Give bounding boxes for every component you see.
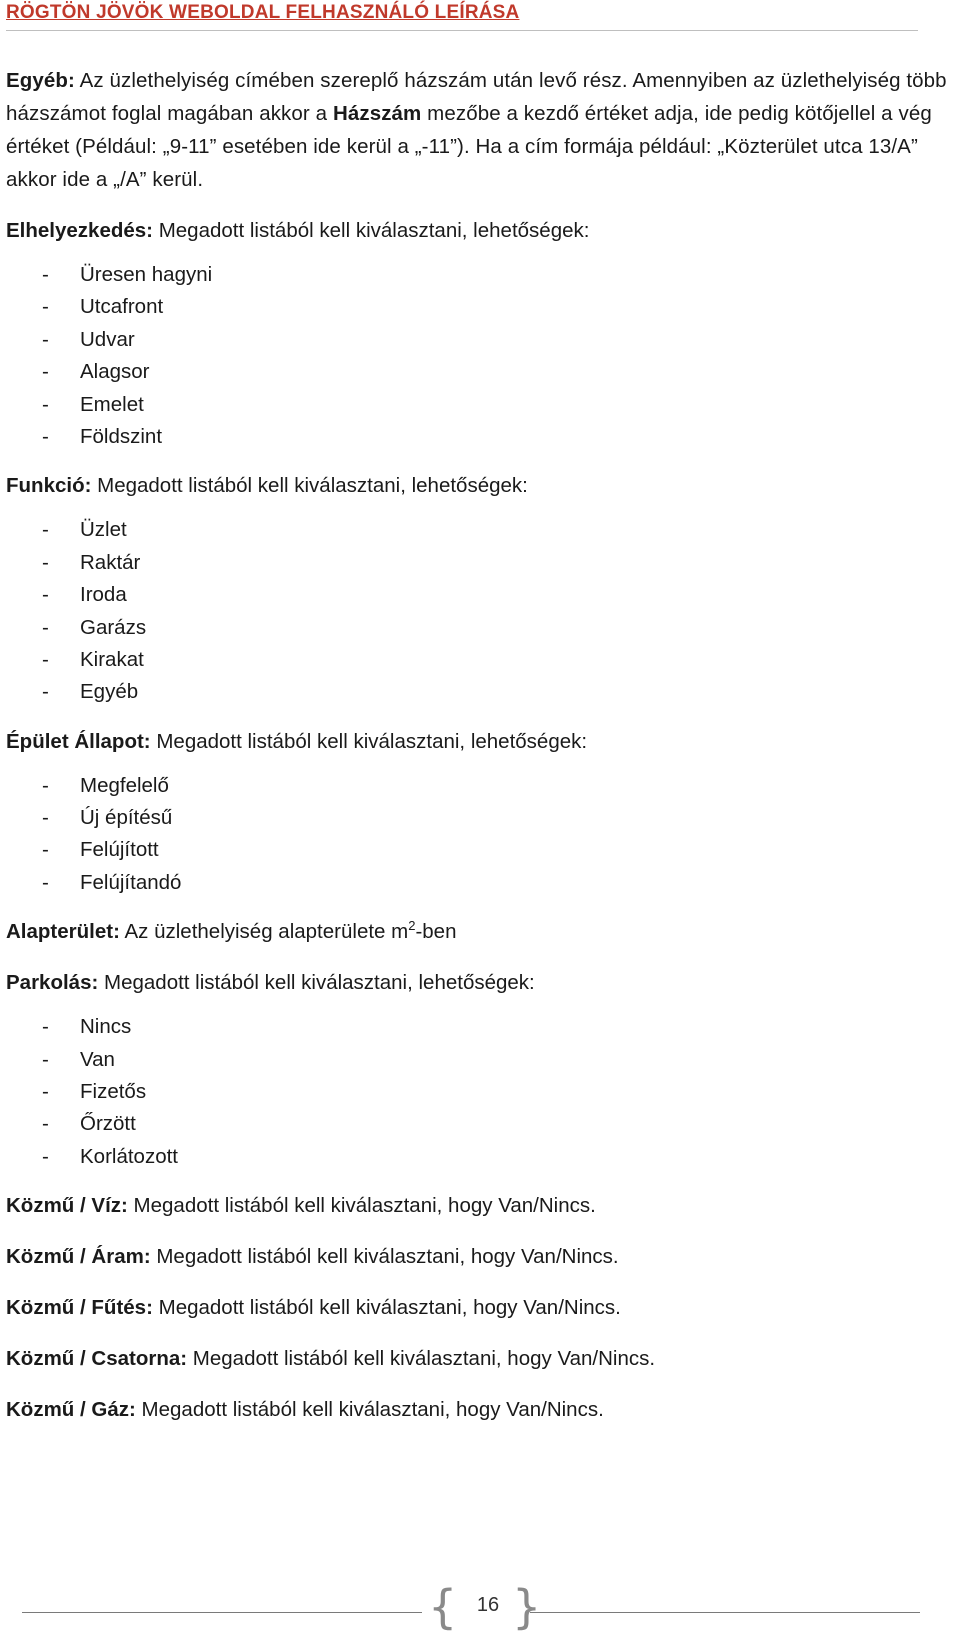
dash-bullet: - xyxy=(42,550,49,574)
page-header xyxy=(6,0,918,31)
funkcio-text: Megadott listából kell kiválasztani, lehetőségek: xyxy=(91,474,528,498)
egyeb-bold-term: Házszám xyxy=(332,102,422,125)
dash-bullet: - xyxy=(42,1080,49,1104)
footer-rule-right xyxy=(530,1612,920,1613)
list-item xyxy=(6,389,954,421)
dash-bullet: - xyxy=(42,1112,49,1136)
kozmu-gaz-field xyxy=(6,1393,954,1426)
kozmu-csatorna-label: Közmű / Csatorna: xyxy=(6,1347,188,1371)
list-item-text: Üzlet xyxy=(80,518,127,542)
kozmu-viz-text: Megadott listából kell kiválasztani, hogy Van/Nincs. xyxy=(127,1194,596,1218)
list-item-text: Felújítandó xyxy=(80,870,182,894)
kozmu-gaz-label: Közmű / Gáz: xyxy=(6,1398,136,1422)
list-item xyxy=(6,802,954,834)
list-item xyxy=(6,259,954,291)
dash-bullet: - xyxy=(42,1144,49,1168)
list-item-text: Garázs xyxy=(80,615,147,639)
epulet-allapot-list xyxy=(6,770,954,900)
elhelyezkedes-heading xyxy=(6,214,954,247)
footer-brace-right: } xyxy=(512,1580,542,1634)
parkolas-list xyxy=(6,1011,954,1173)
list-item xyxy=(6,324,954,356)
header-title: RÖGTÖN JÖVÖK WEBOLDAL FELHASZNÁLÓ LEÍRÁSA xyxy=(6,2,520,23)
list-item xyxy=(6,770,954,802)
kozmu-viz-label: Közmű / Víz: xyxy=(6,1194,128,1218)
list-item-text: Korlátozott xyxy=(80,1144,178,1168)
elhelyezkedes-text: Megadott listából kell kiválasztani, lehetőségek: xyxy=(153,219,590,242)
dash-bullet: - xyxy=(42,327,49,351)
list-item-text: Van xyxy=(80,1047,115,1071)
list-item-text: Emelet xyxy=(80,392,144,416)
kozmu-csatorna-field xyxy=(6,1342,954,1375)
kozmu-viz-field xyxy=(6,1189,954,1222)
list-item xyxy=(6,1011,954,1043)
list-item xyxy=(6,1076,954,1108)
funkcio-label: Funkció: xyxy=(6,474,92,498)
document-body xyxy=(6,64,954,1444)
kozmu-aram-field xyxy=(6,1240,954,1273)
funkcio-heading xyxy=(6,469,954,502)
alapterulet-text: Az üzlethelyiség alapterülete m xyxy=(119,920,409,944)
list-item xyxy=(6,1141,954,1173)
list-item-text: Őrzött xyxy=(80,1112,136,1136)
dash-bullet: - xyxy=(42,870,49,894)
list-item xyxy=(6,514,954,546)
list-item xyxy=(6,356,954,388)
list-item-text: Alagsor xyxy=(80,360,150,384)
list-item xyxy=(6,612,954,644)
kozmu-futes-text: Megadott listából kell kiválasztani, hogy Van/Nincs. xyxy=(152,1296,621,1320)
page-number: 16 xyxy=(476,1594,500,1616)
dash-bullet: - xyxy=(42,518,49,542)
kozmu-csatorna-text: Megadott listából kell kiválasztani, hogy Van/Nincs. xyxy=(187,1347,656,1371)
dash-bullet: - xyxy=(42,1047,49,1071)
list-item-text: Raktár xyxy=(80,550,141,574)
elhelyezkedes-label: Elhelyezkedés: xyxy=(6,219,153,242)
parkolas-text: Megadott listából kell kiválasztani, lehetőségek: xyxy=(98,971,535,995)
list-item xyxy=(6,1108,954,1140)
egyeb-label: Egyéb: xyxy=(6,69,75,92)
dash-bullet: - xyxy=(42,295,49,319)
epulet-allapot-label: Épület Állapot: xyxy=(6,729,151,753)
list-item-text: Kirakat xyxy=(80,647,144,671)
list-item-text: Egyéb xyxy=(80,680,139,704)
egyeb-text-2: mezőbe a kezdő értéket adja, ide pedig kötőjellel a vég értéket (Például: „9-11” esetében ide kerül a „-11”). Ha a cím formája például: „Közterület utca 13/A” akkor ide a „/A” kerül. xyxy=(6,102,932,191)
funkcio-list xyxy=(6,514,954,708)
dash-bullet: - xyxy=(42,1015,49,1039)
kozmu-futes-label: Közmű / Fűtés: xyxy=(6,1296,153,1320)
list-item-text: Földszint xyxy=(80,424,163,448)
list-item xyxy=(6,676,954,708)
list-item xyxy=(6,291,954,323)
dash-bullet: - xyxy=(42,680,49,704)
list-item-text: Üresen hagyni xyxy=(80,263,213,286)
list-item xyxy=(6,547,954,579)
list-item-text: Iroda xyxy=(80,583,127,607)
parkolas-heading xyxy=(6,966,954,999)
alapterulet-suffix: -ben xyxy=(415,920,457,944)
list-item-text: Nincs xyxy=(80,1015,132,1039)
epulet-allapot-heading xyxy=(6,725,954,758)
list-item xyxy=(6,421,954,453)
alapterulet-field xyxy=(6,915,954,948)
footer-brace-left: { xyxy=(428,1580,458,1634)
elhelyezkedes-list xyxy=(6,259,954,453)
list-item-text: Fizetős xyxy=(80,1080,147,1104)
dash-bullet: - xyxy=(42,773,49,797)
list-item-text: Megfelelő xyxy=(80,773,169,797)
list-item xyxy=(6,867,954,899)
dash-bullet: - xyxy=(42,424,49,448)
kozmu-aram-label: Közmű / Áram: xyxy=(6,1245,151,1269)
list-item xyxy=(6,644,954,676)
list-item-text: Új építésű xyxy=(80,806,173,830)
dash-bullet: - xyxy=(42,615,49,639)
list-item xyxy=(6,579,954,611)
dash-bullet: - xyxy=(42,392,49,416)
alapterulet-label: Alapterület: xyxy=(6,920,120,944)
list-item-text: Udvar xyxy=(80,327,135,351)
dash-bullet: - xyxy=(42,838,49,862)
egyeb-paragraph xyxy=(6,64,954,196)
dash-bullet: - xyxy=(42,263,49,286)
list-item-text: Utcafront xyxy=(80,295,164,319)
dash-bullet: - xyxy=(42,583,49,607)
list-item-text: Felújított xyxy=(80,838,159,862)
dash-bullet: - xyxy=(42,360,49,384)
list-item xyxy=(6,1044,954,1076)
egyeb-text-1: Az üzlethelyiség címében szereplő házszám után levő rész. Amennyiben az üzlethelyiség több házszámot foglal magában akkor a xyxy=(6,69,947,125)
alapterulet-superscript: 2 xyxy=(408,918,416,934)
kozmu-gaz-text: Megadott listából kell kiválasztani, hogy Van/Nincs. xyxy=(135,1398,604,1422)
footer-rule-left xyxy=(22,1612,422,1613)
kozmu-futes-field xyxy=(6,1291,954,1324)
page-footer xyxy=(0,1580,960,1640)
dash-bullet: - xyxy=(42,806,49,830)
list-item xyxy=(6,834,954,866)
parkolas-label: Parkolás: xyxy=(6,971,99,995)
dash-bullet: - xyxy=(42,647,49,671)
kozmu-aram-text: Megadott listából kell kiválasztani, hogy Van/Nincs. xyxy=(150,1245,619,1269)
epulet-allapot-text: Megadott listából kell kiválasztani, lehetőségek: xyxy=(150,729,588,753)
